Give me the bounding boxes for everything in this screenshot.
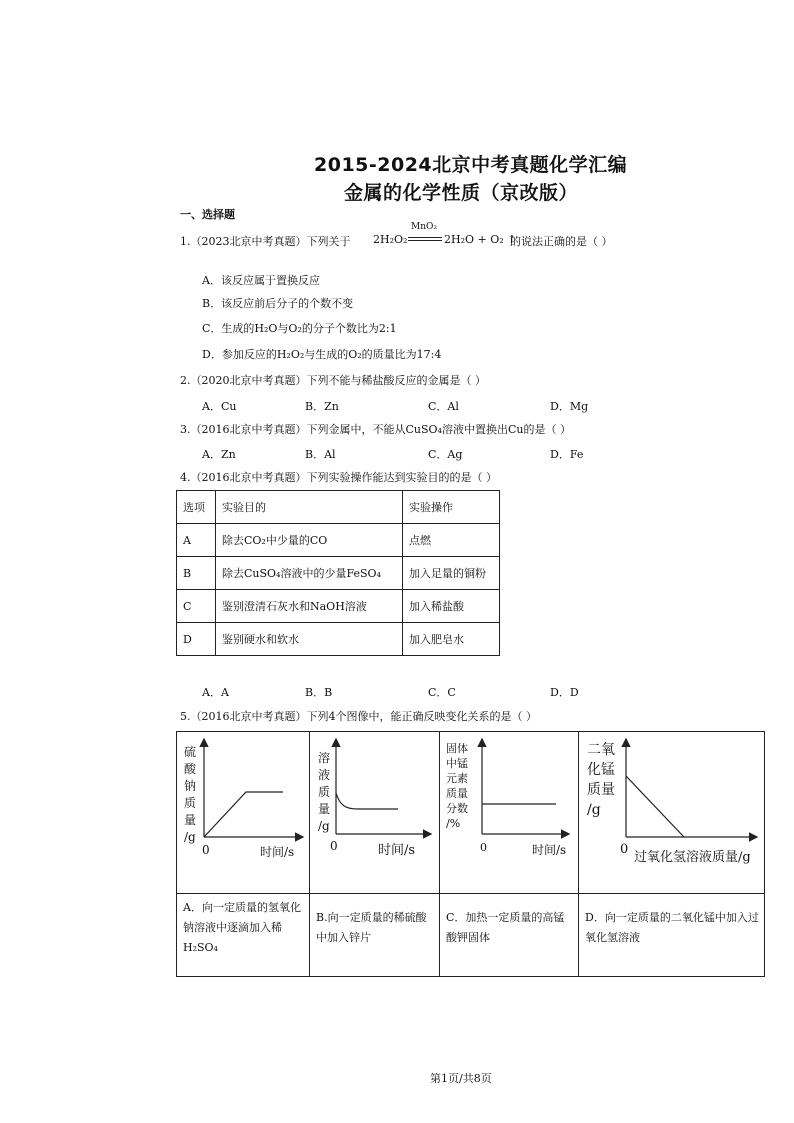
graph-c-caption: C．加热一定质量的高锰酸钾固体 [446,911,565,944]
table-row [177,557,500,590]
graph-a-curve [204,792,283,837]
ylabel-line: 分数 [446,802,468,815]
table-cell: A [177,524,216,557]
q1-option-a: A．该反应属于置换反应 [202,274,320,287]
q4-stem: 4.（2016北京中考真题）下列实验操作能达到实验目的的是（ ） [180,471,497,484]
q4-option-d: D．D [550,686,579,699]
table-row [177,590,500,623]
graph-b-curve [336,793,398,809]
q1-option-c: C．生成的H₂O与O₂的分子个数比为2:1 [202,322,397,335]
graph-c-xlabel: 时间/s [532,843,567,857]
graph-d-plot [620,736,760,842]
graph-c-origin: 0 [480,841,487,854]
experiment-table [176,490,500,656]
q1-stem-suffix: 的说法正确的是（ ） [510,235,613,248]
grid-divider-horizontal [176,893,764,894]
q1-products: 2H₂O + O₂ ↑ [444,233,517,246]
q3-option-d: D．Fe [550,448,584,461]
q3-option-b: B．Al [305,448,336,461]
q2-stem: 2.（2020北京中考真题）下列不能与稀盐酸反应的金属是（ ） [180,374,486,387]
ylabel-char: 钠 [184,779,197,793]
q3-option-c: C．Ag [428,448,463,461]
table-header-row [177,491,500,524]
table-cell: 加入稀盐酸 [403,590,500,623]
ylabel-line: 化锰 [587,762,615,778]
grid-divider [578,731,579,976]
table-row [177,524,500,557]
ylabel-line: 质量 [587,782,615,798]
q1-catalyst: MnO₂ [411,222,437,232]
graph-d-caption: D．向一定质量的二氧化锰中加入过氧化氢溶液 [585,911,759,944]
page-title-line2: 金属的化学性质（京改版） [344,182,579,204]
graph-d-curve [626,776,684,837]
ylabel-char: 量 [184,813,197,827]
table-cell: C [177,590,216,623]
grid-divider [309,731,310,976]
graph-c-plot [476,736,572,840]
ylabel-line: 元素 [446,772,468,785]
table-cell: 加入足量的铜粉 [403,557,500,590]
q5-stem: 5.（2016北京中考真题）下列4个图像中，能正确反映变化关系的是（ ） [180,710,537,723]
q2-option-c: C．Al [428,400,459,413]
page-title-line1: 2015-2024北京中考真题化学汇编 [314,154,628,176]
graph-b-plot [328,736,434,840]
table-cell: 加入肥皂水 [403,623,500,656]
table-cell: 点燃 [403,524,500,557]
q3-option-a: A．Zn [202,448,236,461]
ylabel-line: 二氧 [587,742,615,758]
table-cell: 鉴别澄清石灰水和NaOH溶液 [216,590,403,623]
q3-stem: 3.（2016北京中考真题）下列金属中，不能从CuSO₄溶液中置换出Cu的是（ ） [180,423,571,436]
ylabel-line: /g [587,802,601,818]
ylabel-char: 质 [318,785,331,799]
ylabel-line: /% [446,817,461,830]
ylabel-char: 酸 [184,762,197,776]
graph-d-origin: 0 [620,842,629,857]
q2-option-d: D．Mg [550,400,589,413]
equation-arrow [408,236,442,242]
table-cell: B [177,557,216,590]
ylabel-char: /g [184,830,196,844]
q1-stem-prefix: 1.（2023北京中考真题）下列关于 [180,235,351,248]
graph-a-origin: 0 [202,843,210,857]
table-cell: D [177,623,216,656]
ylabel-char: 硫 [184,745,197,759]
graph-b-origin: 0 [330,839,338,853]
q1-option-d: D．参加反应的H₂O₂与生成的O₂的质量比为17:4 [202,348,442,361]
graph-a-plot [196,736,306,842]
graph-b-caption: B.向一定质量的稀硫酸中加入锌片 [316,911,427,944]
ylabel-char: /g [318,819,330,833]
page-footer: 第1页/共8页 [430,1072,492,1085]
q4-option-c: C．C [428,686,456,699]
q2-option-a: A．Cu [202,400,237,413]
graph-a-xlabel: 时间/s [260,845,295,859]
table-cell: 鉴别硬水和软水 [216,623,403,656]
table-header-cell: 实验目的 [216,491,403,524]
graph-d-xlabel: 过氧化氢溶液质量/g [634,850,751,865]
graph-c-ylabel [446,741,468,831]
section-heading: 一、选择题 [180,208,235,221]
graph-a-ylabel [184,744,196,846]
graph-b-xlabel: 时间/s [378,843,416,858]
table-header-cell: 选项 [177,491,216,524]
ylabel-char: 质 [184,796,197,810]
ylabel-char: 量 [318,802,331,816]
q1-reactant: 2H₂O₂ [373,233,408,246]
q2-option-b: B．Zn [305,400,339,413]
ylabel-line: 中锰 [446,757,468,770]
q1-option-b: B．该反应前后分子的个数不变 [202,297,354,310]
table-cell: 除去CO₂中少量的CO [216,524,403,557]
ylabel-char: 液 [318,768,331,782]
graph-a-caption: A．向一定质量的氢氧化钠溶液中逐滴加入稀H₂SO₄ [183,901,301,954]
q4-option-b: B．B [305,686,333,699]
ylabel-line: 质量 [446,787,468,800]
table-header-cell: 实验操作 [403,491,500,524]
q4-option-a: A．A [202,686,229,699]
ylabel-line: 固体 [446,742,468,755]
table-row [177,623,500,656]
grid-divider [439,731,440,976]
graph-d-ylabel [587,740,615,820]
ylabel-char: 溶 [318,751,331,765]
table-cell: 除去CuSO₄溶液中的少量FeSO₄ [216,557,403,590]
